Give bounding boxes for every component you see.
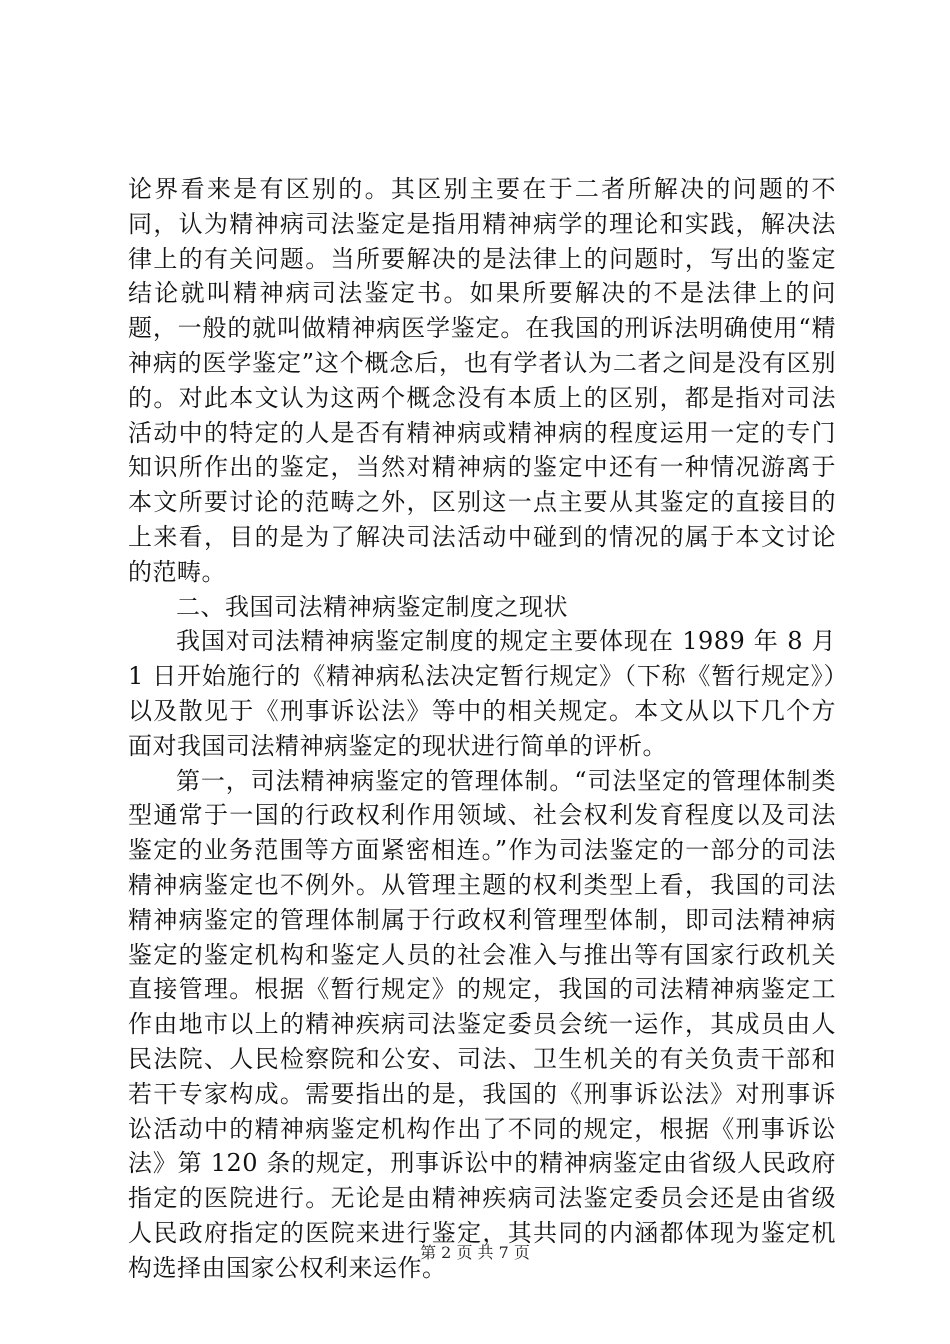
paragraph-status-intro: 我国对司法精神病鉴定制度的规定主要体现在 1989 年 8 月 1 日开始施行的《精神病私法决定暂行规定》（下称《暂行规定》）以及散见于《刑事诉讼法》等中的相关规定。本文从以下几个方面对我国司法精神病鉴定的现状进行简单的评析。 — [128, 627, 836, 760]
section-heading: 二、我国司法精神病鉴定制度之现状 — [176, 592, 568, 621]
document-body — [128, 172, 836, 1286]
paragraph-management-system: 第一，司法精神病鉴定的管理体制。“司法坚定的管理体制类型通常于一国的行政权利作用领域、社会权利发育程度以及司法鉴定的业务范围等方面紧密相连。”作为司法鉴定的一部分的司法精神病鉴定也不例外。从管理主题的权利类型上看，我国的司法精神病鉴定的管理体制属于行政权利管理型体制，即司法精神病鉴定的鉴定机构和鉴定人员的社会准入与推出等有国家行政机关直接管理。根据《暂行规定》的规定，我国的司法精神病鉴定工作由地市以上的精神疾病司法鉴定委员会统一运作，其成员由人民法院、人民检察院和公安、司法、卫生机关的有关负责干部和若干专家构成。需要指出的是，我国的《刑事诉讼法》对刑事诉讼活动中的精神病鉴定机构作出了不同的规定，根据《刑事诉讼法》第 120 条的规定，刑事诉讼中的精神病鉴定由省级人民政府指定的医院进行。无论是由精神疾病司法鉴定委员会还是由省级人民政府指定的医院来进行鉴定，其共同的内涵都体现为鉴定机构选择由国家公权利来运作。 — [128, 766, 836, 1282]
page-number-footer: 第 2 页 共 7 页 — [420, 1243, 530, 1262]
paragraph-continuation: 论界看来是有区别的。其区别主要在于二者所解决的问题的不同，认为精神病司法鉴定是指用精神病学的理论和实践，解决法律上的有关问题。当所要解决的是法律上的问题时，写出的鉴定结论就叫精神病司法鉴定书。如果所要解决的不是法律上的问题，一般的就叫做精神病医学鉴定。在我国的刑诉法明确使用“精神病的医学鉴定”这个概念后，也有学者认为二者之间是没有区别的。对此本文认为这两个概念没有本质上的区别，都是指对司法活动中的特定的人是否有精神病或精神病的程度运用一定的专门知识所作出的鉴定，当然对精神病的鉴定中还有一种情况游离于本文所要讨论的范畴之外，区别这一点主要从其鉴定的直接目的上来看，目的是为了解决司法活动中碰到的情况的属于本文讨论的范畴。 — [128, 175, 836, 586]
